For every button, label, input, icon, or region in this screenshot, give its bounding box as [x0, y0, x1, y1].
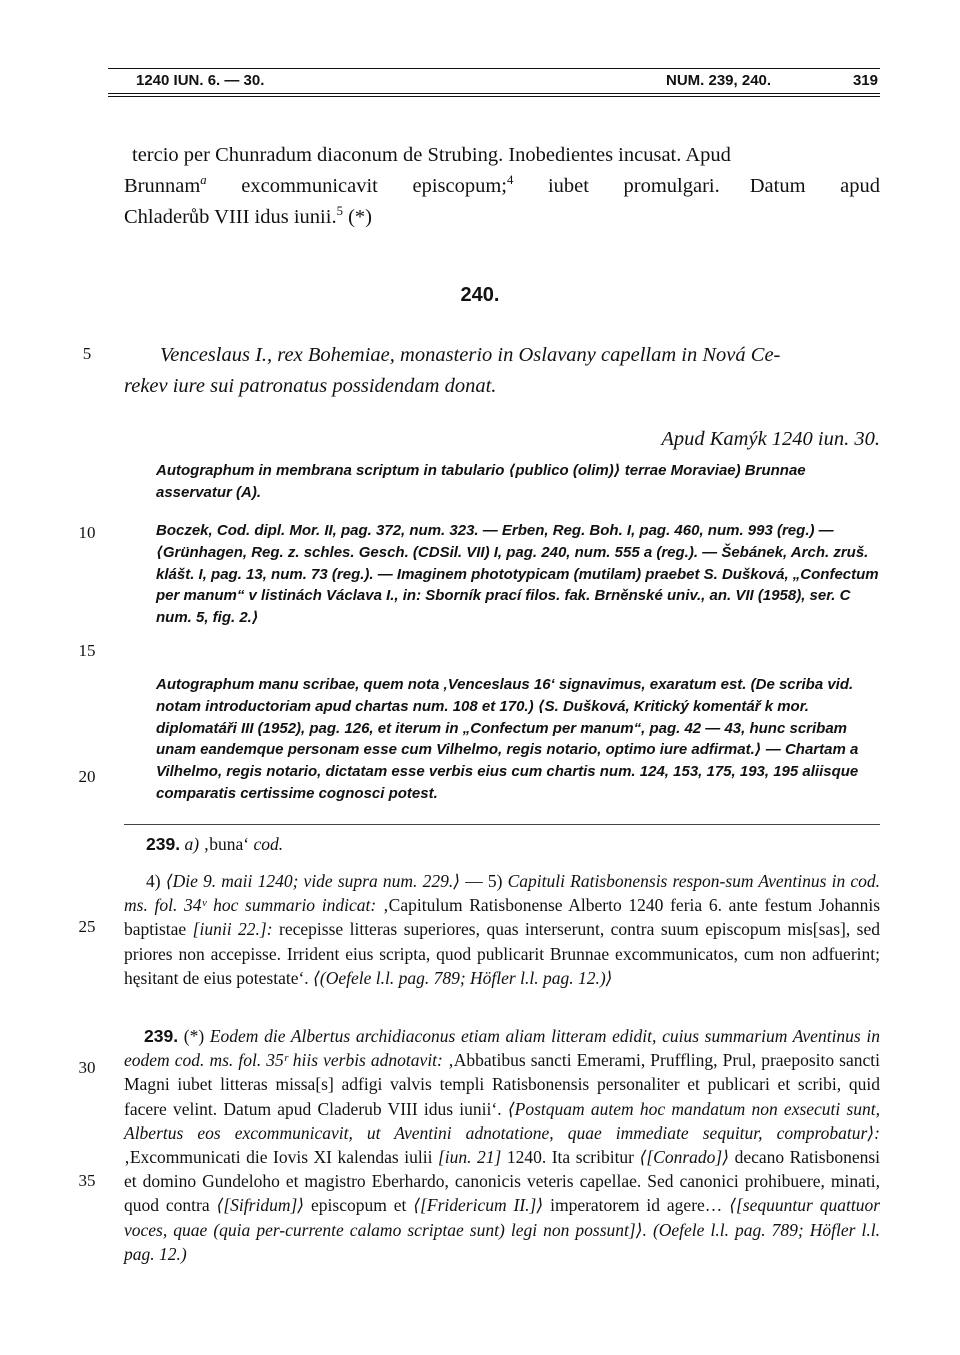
note-text: ‚buna‘ — [203, 834, 250, 854]
footnote-4-5 — [124, 869, 880, 990]
note-text: decano Ratisbonensi et domino Gundeloho et magistro Eberhardo, canonicis veteris capellae. Sed canonici prohibuere, minati, quod contra — [124, 1147, 881, 1216]
footnote-239-star — [124, 1024, 880, 1266]
note-text: ⟨Postquam autem hoc mandatum non exsecuti sunt, Albertus eos excommunicavit, ut Aventini adnotatione, quae immediate sequitur, comprobatur⟩: — [124, 1098, 881, 1143]
footnote-239a — [146, 832, 880, 856]
note-text: episcopum et — [311, 1195, 407, 1216]
line-number: 30 — [78, 1058, 96, 1077]
note-text: 1240. Ita scribitur — [506, 1147, 635, 1168]
intro-text-span: Chladerůb VIII idus iunii. — [124, 206, 337, 228]
note-text: [iunii 22.]: — [192, 919, 273, 940]
header-rule-top — [108, 68, 880, 69]
note-number: 239. — [146, 834, 181, 854]
line-number: 35 — [78, 1171, 96, 1190]
running-header — [108, 60, 880, 96]
footnote-mark: 5 — [336, 204, 343, 219]
regest — [124, 340, 880, 402]
note-cod: cod. — [253, 834, 284, 854]
intro-text-span: (*) — [342, 206, 372, 228]
document-number: 240. — [460, 284, 500, 306]
regest-line-2: rekev iure sui patronatus possidendam donat. — [124, 375, 497, 397]
note-citation: ⟨(Oefele l.l. pag. 789; Höfler l.l. pag. 12.)⟩ — [313, 967, 613, 988]
note-text: ⟨[sequuntur quattuor voces, quae (quia per-currente calamo scriptae sunt) legi non possunt]⟩. (Oefele l.l. pag. 789; Höfler l.l. pag. 12.) — [124, 1195, 881, 1264]
line-number: 15 — [78, 641, 96, 660]
intro-text-span: excommunicavit episcopum; — [206, 175, 507, 197]
note-text: Eodem die Albertus archidiaconus etiam aliam litteram edidit, cuius summarium Aventinus in eodem cod. ms. fol. 35ʳ hiis verbis adnotavit: — [124, 1026, 881, 1071]
note-mark: a) — [184, 834, 200, 854]
note-number: 239. — [144, 1026, 179, 1046]
page-number: 319 — [852, 72, 878, 89]
header-numbers: NUM. 239, 240. — [666, 72, 772, 89]
note-text: ‚Excommunicati die Iovis XI kalendas iulii — [124, 1147, 433, 1168]
datum-line: Apud Kamýk 1240 iun. 30. — [661, 428, 880, 450]
header-rule-bottom-thin — [108, 96, 880, 97]
note-text: Datum apud Claderub VIII idus iunii‘. — [223, 1098, 502, 1119]
note-text: Capituli Ratisbonensis respon-sum Aventinus in cod. ms. fol. 34ᵛ hoc summario indicat: — [124, 871, 881, 916]
note-label: 4) — [146, 871, 161, 891]
footnote-mark: 4 — [506, 173, 514, 188]
note-text: [iun. 21] — [437, 1147, 502, 1168]
footnote-divider — [124, 824, 880, 825]
note-text: ‚Abbatibus sancti Emerami, Pruffling, Prul, praeposito sancti Magni iubet litteras missa[s] adfigi valvis templi Ratisbonensis personaliter et publicari et scribi, quid facere velint. — [124, 1050, 880, 1119]
source-autograph — [156, 460, 880, 504]
note-text: ⟨[Fridericum II.]⟩ — [413, 1195, 544, 1216]
intro-text-span: iubet promulgari. — [513, 175, 720, 197]
source-paragraph-2: Boczek, Cod. dipl. Mor. II, pag. 372, num. 323. — Erben, Reg. Boh. I, pag. 460, num. 993 (reg.) — ⟨Grünhagen, Reg. z. schles. Gesch. (CDSil. VII) I, pag. 240, num. 555 a (reg.). — Šebánek, Arch. zruš. klášt. I, pag. 13, num. 73 (reg.). — Imaginem phototypicam (mutilam) praebet S. Dušková, „Confectum per manum“ v listinách Václava I., in: Sborník prací filos. fak. Brněnské univ., an. VII (1958), ser. C num. 5, fig. 2.⟩ — [156, 522, 879, 627]
header-dates: 1240 IUN. 6. — 30. — [136, 72, 265, 89]
source-commentary — [156, 674, 880, 805]
regest-line-1: Venceslaus I., rex Bohemiae, monasterio in Oslavany capellam in Nová Ce- — [160, 344, 781, 366]
note-text: imperatorem id agere… — [550, 1195, 723, 1216]
intro-text — [124, 140, 880, 233]
line-number: 10 — [78, 523, 96, 542]
source-paragraph-1: Autographum in membrana scriptum in tabulario ⟨publico (olim)⟩ terrae Moraviae) Brunnae asservatur (A). — [156, 462, 806, 501]
intro-line-2 — [124, 171, 880, 202]
line-number: 20 — [78, 767, 96, 786]
header-rule-bottom — [108, 93, 880, 94]
note-text: ‚Capitulum Ratisbonense Alberto 1240 feria 6. ante festum Johannis baptistae — [124, 895, 881, 940]
line-number: 5 — [82, 344, 92, 363]
footnote-4-5-text: 4) ⟨Die 9. maii 1240; vide supra num. 229.⟩ — 5) Capituli Ratisbonensis respon-sum Aventinus in cod. ms. fol. 34ᵛ hoc summario indicat: ‚Capitulum Ratisbonense Alberto 1240 feria 6. ante festum Johannis baptistae [iunii 22.]: recepisse litteras superiores, quas interserunt, contra suum episcopum mis[sas], sed priores non accepisse. Irrident eius scripta, quod publicarit Brunnae excommunicatos, cum non adfuerint; hęsitant de eius potestate‘. ⟨(Oefele l.l. pag. 789; Höfler l.l. pag. 12.)⟩ — [124, 871, 881, 988]
note-text: ⟨[Sifridum]⟩ — [216, 1195, 305, 1216]
note-mark: (*) — [183, 1026, 205, 1046]
note-text: ⟨Die 9. maii 1240; vide supra num. 229.⟩ — [165, 871, 461, 891]
footnote-239-star-text — [124, 1024, 880, 1266]
intro-line-3 — [124, 202, 880, 233]
note-label: 5) — [487, 871, 503, 891]
footnote-mark: a — [200, 173, 207, 188]
note-text: recepisse litteras superiores, quas interserunt, contra suum episcopum mis[sas], sed priores non accepisse. Irrident eius scripta, quod publicarit Brunnae excommunicatos, cum non adfuerint; hęsitant de eius potestate‘. — [124, 919, 880, 988]
datum-label: Datum apud — [749, 175, 880, 197]
line-number: 25 — [78, 917, 96, 936]
source-editions — [156, 520, 880, 629]
source-paragraph-3: Autographum manu scribae, quem nota ‚Venceslaus 16‘ signavimus, exaratum est. (De scriba vid. notam introductoriam apud chartas num. 108 et 170.) ⟨S. Dušková, Kritický komentář k mor. diplomatáři III (1952), pag. 126, et iterum in „Confectum per manum“, pag. 42 — 43, hunc scribam unam eandemque personam esse cum Vilhelmo, regis notario, optimo iure adfirmat.⟩ — Chartam a Vilhelmo, regis notario, dictatam esse verbis eius cum chartis num. 124, 153, 175, 193, 195 aliisque comparatis certissime cognosci potest. — [156, 676, 859, 802]
intro-line-1: tercio per Chunradum diaconum de Strubing. Inobedientes incusat. Apud — [132, 144, 731, 166]
intro-word: Brunnam — [124, 175, 201, 197]
note-text: ⟨[Conrado]⟩ — [639, 1147, 730, 1168]
